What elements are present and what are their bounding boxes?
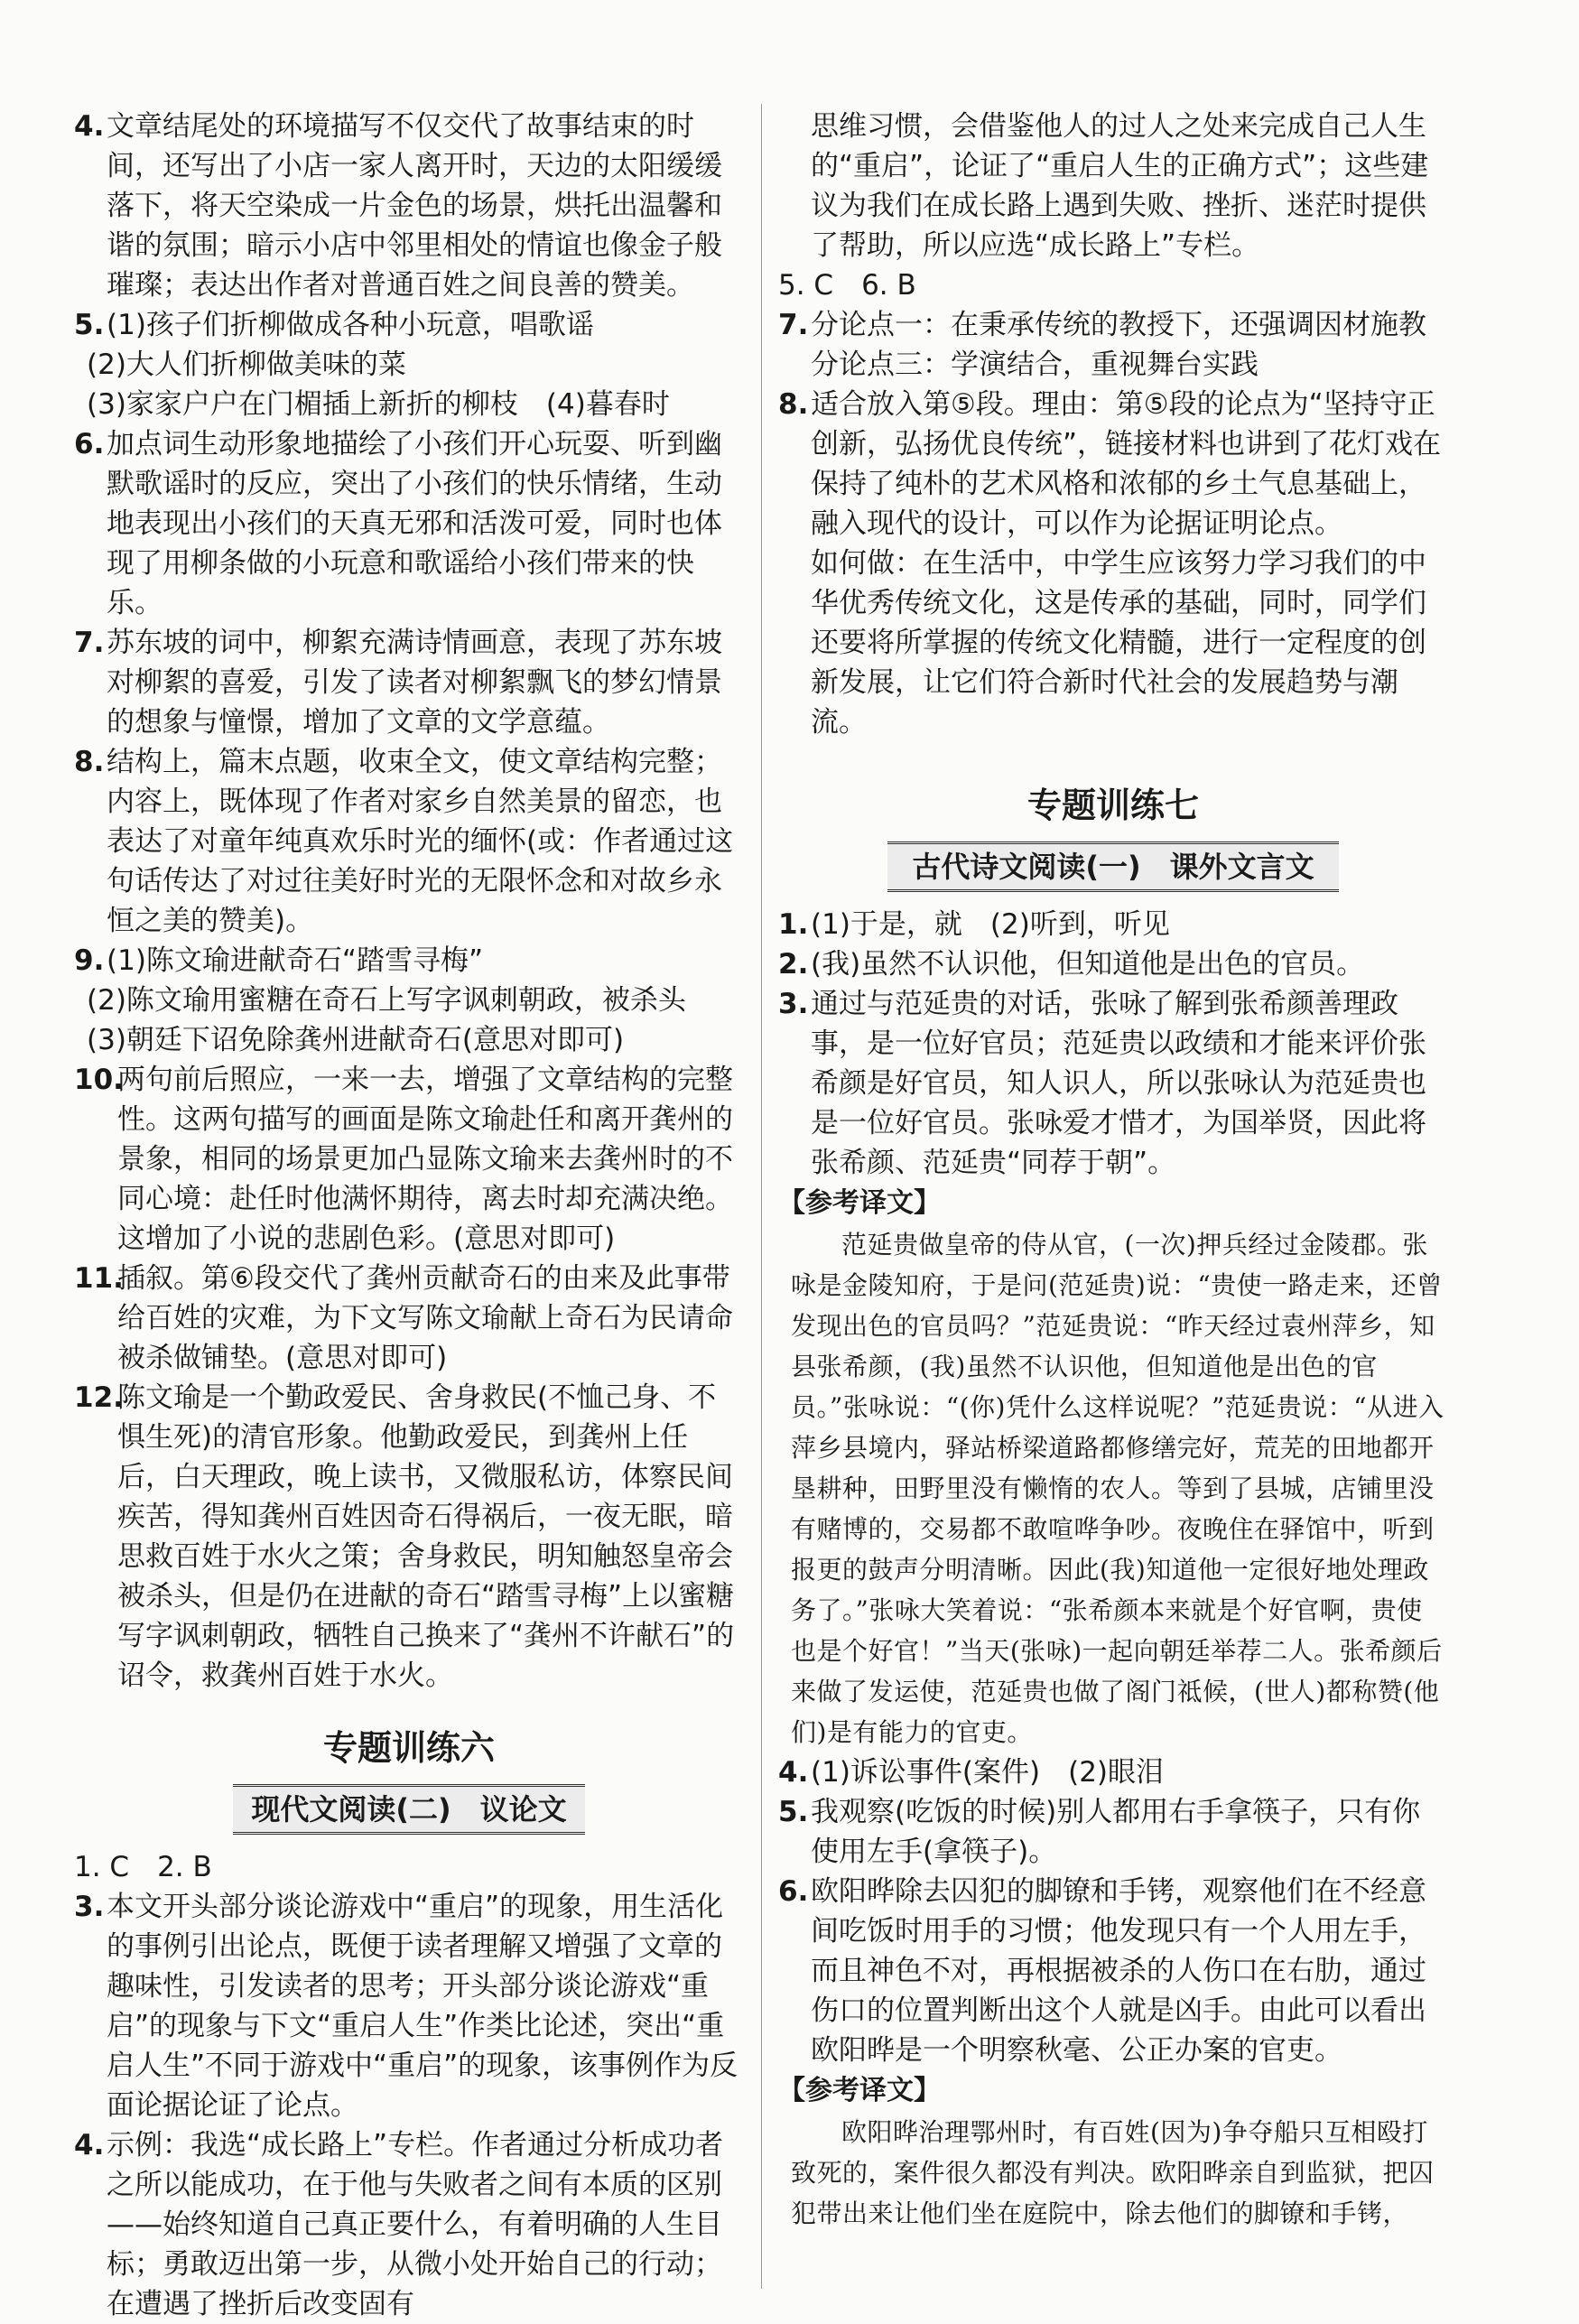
answer-number: 5. — [74, 309, 105, 341]
answer-item — [74, 941, 744, 981]
answer-item — [778, 305, 1448, 385]
column-divider — [761, 104, 762, 2289]
answer-text: (我)虽然不认识他，但知道他是出色的官员。 — [811, 948, 1365, 981]
answer-line: 5. C 6. B — [778, 269, 916, 302]
answer-continuation: 思维习惯，会借鉴他人的过人之处来完成自己人生的“重启”，论证了“重启人生的正确方式”；这些建议为我们在成长路上遇到失败、挫折、迷茫时提供了帮助，所以应选“成长路上”专栏。 — [811, 110, 1429, 262]
answer-number: 5. — [778, 1796, 809, 1828]
answer-text: 适合放入第⑤段。理由：第⑤段的论点为“坚持守正创新，弘扬优良传统”，链接材料也讲到了花灯戏在保持了纯朴的艺术风格和浓郁的乡土气息基础上，融入现代的设计，可以作为论据证明论点。 — [811, 388, 1442, 540]
section-subtitle: 古代诗文阅读(一) 课外文言文 — [887, 841, 1339, 892]
answer-text: 苏东坡的词中，柳絮充满诗情画意，表现了苏东坡对柳絮的喜爱，引发了读者对柳絮飘飞的梦幻情景的想象与憧憬，增加了文章的文学意蕴。 — [107, 627, 722, 739]
answer-text: 加点词生动形象地描绘了小孩们开心玩耍、听到幽默歌谣时的反应，突出了小孩们的快乐情绪，生动地表现出小孩们的天真无邪和活泼可爱，同时也体现了用柳条做的小玩意和歌谣给小孩们带来的快乐。 — [107, 428, 722, 619]
answer-number: 7. — [74, 627, 105, 659]
answer-line: (1)陈文瑜进献奇石“踏雪寻梅” — [107, 944, 484, 977]
section-subtitle: 现代文阅读(二) 议论文 — [233, 1784, 585, 1835]
reference-translation: 欧阳晔治理鄂州时，有百姓(因为)争夺船只互相殴打致死的，案件很久都没有判决。欧阳晔亲自到监狱，把囚犯带出来让他们坐在庭院中，除去他们的脚镣和手铐， — [791, 2117, 1435, 2228]
answer-item — [778, 984, 1448, 1183]
answer-line: 分论点一：在秉承传统的教授下，还强调因材施教 — [811, 309, 1426, 341]
answer-number: 12. — [74, 1381, 124, 1414]
answer-number: 6. — [778, 1875, 809, 1908]
answer-item — [74, 742, 744, 941]
answer-item — [74, 623, 744, 742]
answer-item — [778, 944, 1448, 984]
answer-item — [778, 385, 1448, 742]
answer-number: 3. — [778, 988, 809, 1020]
reference-translation-heading: 【参考译文】 — [778, 1187, 941, 1219]
answer-item — [74, 107, 744, 305]
answer-item — [74, 2125, 744, 2324]
answer-item — [74, 305, 744, 345]
answer-number: 1. — [778, 908, 809, 941]
answer-item — [778, 905, 1448, 944]
answer-line: (3)家家户户在门楣插上新折的柳枝 (4)暮春时 — [87, 388, 670, 421]
answer-item — [74, 1378, 744, 1696]
answer-item — [778, 1872, 1448, 2070]
answer-line: 1. C 2. B — [74, 1851, 212, 1883]
answer-line: (2)大人们折柳做美味的菜 — [87, 349, 406, 381]
answer-text: 示例：我选“成长路上”专栏。作者通过分析成功者之所以能成功，在于他与失败者之间有本质的区别——始终知道自己真正要什么，有着明确的人生目标；勇敢迈出第一步，从微小处开始自己的行动；在遭遇了挫折后改变固有 — [107, 2129, 724, 2320]
answer-number: 4. — [74, 2129, 105, 2161]
answer-line: (1)孩子们折柳做成各种小玩意，唱歌谣 — [107, 309, 594, 341]
answer-text: 本文开头部分谈论游戏中“重启”的现象，用生活化的事例引出论点，既便于读者理解又增强了文章的趣味性，引发读者的思考；开头部分谈论游戏“重启”的现象与下文“重启人生”作类比论述，突出“重启人生”不同于游戏中“重启”的现象，该事例作为反面论据论证了论点。 — [107, 1891, 738, 2122]
answer-number: 4. — [74, 110, 105, 143]
answer-text: 我观察(吃饭的时候)别人都用右手拿筷子，只有你使用左手(拿筷子)。 — [811, 1796, 1421, 1868]
answer-text: 如何做：在生活中，中学生应该努力学习我们的中华优秀传统文化，这是传承的基础，同时，同学们还要将所掌握的传统文化精髓，进行一定程度的创新发展，让它们符合新时代社会的发展趋势与潮流。 — [811, 547, 1426, 739]
answer-text: 通过与范延贵的对话，张咏了解到张希颜善理政事，是一位好官员；范延贵以政绩和才能来评价张希颜是好官员，知人识人，所以张咏认为范延贵也是一位好官员。张咏爱才惜才，为国举贤，因此将张希颜、范延贵“同荐于朝”。 — [811, 988, 1426, 1179]
answer-text: 插叙。第⑥段交代了龚州贡献奇石的由来及此事带给百姓的灾难，为下文写陈文瑜献上奇石为民请命被杀做铺垫。(意思对即可) — [117, 1262, 733, 1374]
answer-number: 8. — [74, 746, 105, 778]
answer-number: 8. — [778, 388, 809, 421]
answer-line: (3)朝廷下诏免除龚州进献奇石(意思对即可) — [87, 1024, 625, 1056]
answer-number: 9. — [74, 944, 105, 977]
answer-text: 文章结尾处的环境描写不仅交代了故事结束的时间，还写出了小店一家人离开时，天边的太阳缓缓落下，将天空染成一片金色的场景，烘托出温馨和谐的氛围；暗示小店中邻里相处的情谊也像金子般璀璨；表达出作者对普通百姓之间良善的赞美。 — [107, 110, 722, 302]
answer-number: 11. — [74, 1262, 124, 1295]
right-column — [778, 107, 1448, 2234]
answer-text: 结构上，篇末点题，收束全文，使文章结构完整；内容上，既体现了作者对家乡自然美景的留恋，也表达了对童年纯真欢乐时光的缅怀(或：作者通过这句话传达了对过往美好时光的无限怀念和对故乡永恒之美的赞美)。 — [107, 746, 734, 937]
answer-number: 4. — [778, 1756, 809, 1789]
answer-number: 10. — [74, 1064, 124, 1096]
answer-number: 2. — [778, 948, 809, 981]
answer-item — [74, 1060, 744, 1259]
answer-number: 7. — [778, 309, 809, 341]
answer-line: (2)陈文瑜用蜜糖在奇石上写字讽刺朝政，被杀头 — [87, 984, 686, 1017]
answer-item — [74, 1887, 744, 2125]
section-title: 专题训练七 — [1026, 786, 1199, 825]
answer-text: (1)诉讼事件(案件) (2)眼泪 — [811, 1756, 1165, 1789]
answer-number: 6. — [74, 428, 105, 460]
reference-translation-heading: 【参考译文】 — [778, 2075, 941, 2106]
answer-line: 分论点三：学演结合，重视舞台实践 — [811, 349, 1259, 381]
reference-translation: 范延贵做皇帝的侍从官，(一次)押兵经过金陵郡。张咏是金陵知府，于是问(范延贵)说：“贵使一路走来，还曾发现出色的官员吗？”范延贵说：“昨天经过袁州萍乡，知县张希颜，(我)虽然不认识他，但知道他是出色的官员。”张咏说：“(你)凭什么这样说呢？”范延贵说：“从进入萍乡县境内，驿站桥梁道路都修缮完好，荒芜的田地都开垦耕种，田野里没有懒惰的农人。等到了县城，店铺里没有赌博的，交易都不敢喧哗争吵。夜晚住在驿馆中，听到报更的鼓声分明清晰。因此(我)知道他一定很好地处理政务了。”张咏大笑着说：“张希颜本来就是个好官啊，贵使也是个好官！”当天(张咏)一起向朝廷举荐二人。张希颜后来做了发运使，范延贵也做了阁门祗候，(世人)都称赞(他们)是有能力的官吏。 — [791, 1230, 1444, 1747]
answer-text: 两句前后照应，一来一去，增强了文章结构的完整性。这两句描写的画面是陈文瑜赴任和离开龚州的景象，相同的场景更加凸显陈文瑜来去龚州时的不同心境：赴任时他满怀期待，离去时却充满决绝。这增加了小说的悲剧色彩。(意思对即可) — [117, 1064, 733, 1255]
answer-text: (1)于是，就 (2)听到，听见 — [811, 908, 1170, 941]
answer-text: 欧阳晔除去囚犯的脚镣和手铐，观察他们在不经意间吃饭时用手的习惯；他发现只有一个人用左手，而且神色不对，再根据被杀的人伤口在右肋，通过伤口的位置判断出这个人就是凶手。由此可以看出欧阳晔是一个明察秋毫、公正办案的官吏。 — [811, 1875, 1426, 2067]
section-title: 专题训练六 — [322, 1728, 495, 1768]
answer-item — [74, 1259, 744, 1378]
left-column — [74, 107, 744, 2324]
answer-item — [778, 1752, 1448, 1792]
answer-number: 3. — [74, 1891, 105, 1923]
answer-item — [778, 1792, 1448, 1872]
answer-item — [74, 424, 744, 623]
answer-text: 陈文瑜是一个勤政爱民、舍身救民(不恤己身、不惧生死)的清官形象。他勤政爱民，到龚州上任后，白天理政，晚上读书，又微服私访，体察民间疾苦，得知龚州百姓因奇石得祸后，一夜无眠，暗思救百姓于水火之策；舍身救民，明知触怒皇帝会被杀头，但是仍在进献的奇石“踏雪寻梅”上以蜜糖写字讽刺朝政，牺牲自己换来了“龚州不许献石”的诏令，救龚州百姓于水火。 — [117, 1381, 735, 1692]
